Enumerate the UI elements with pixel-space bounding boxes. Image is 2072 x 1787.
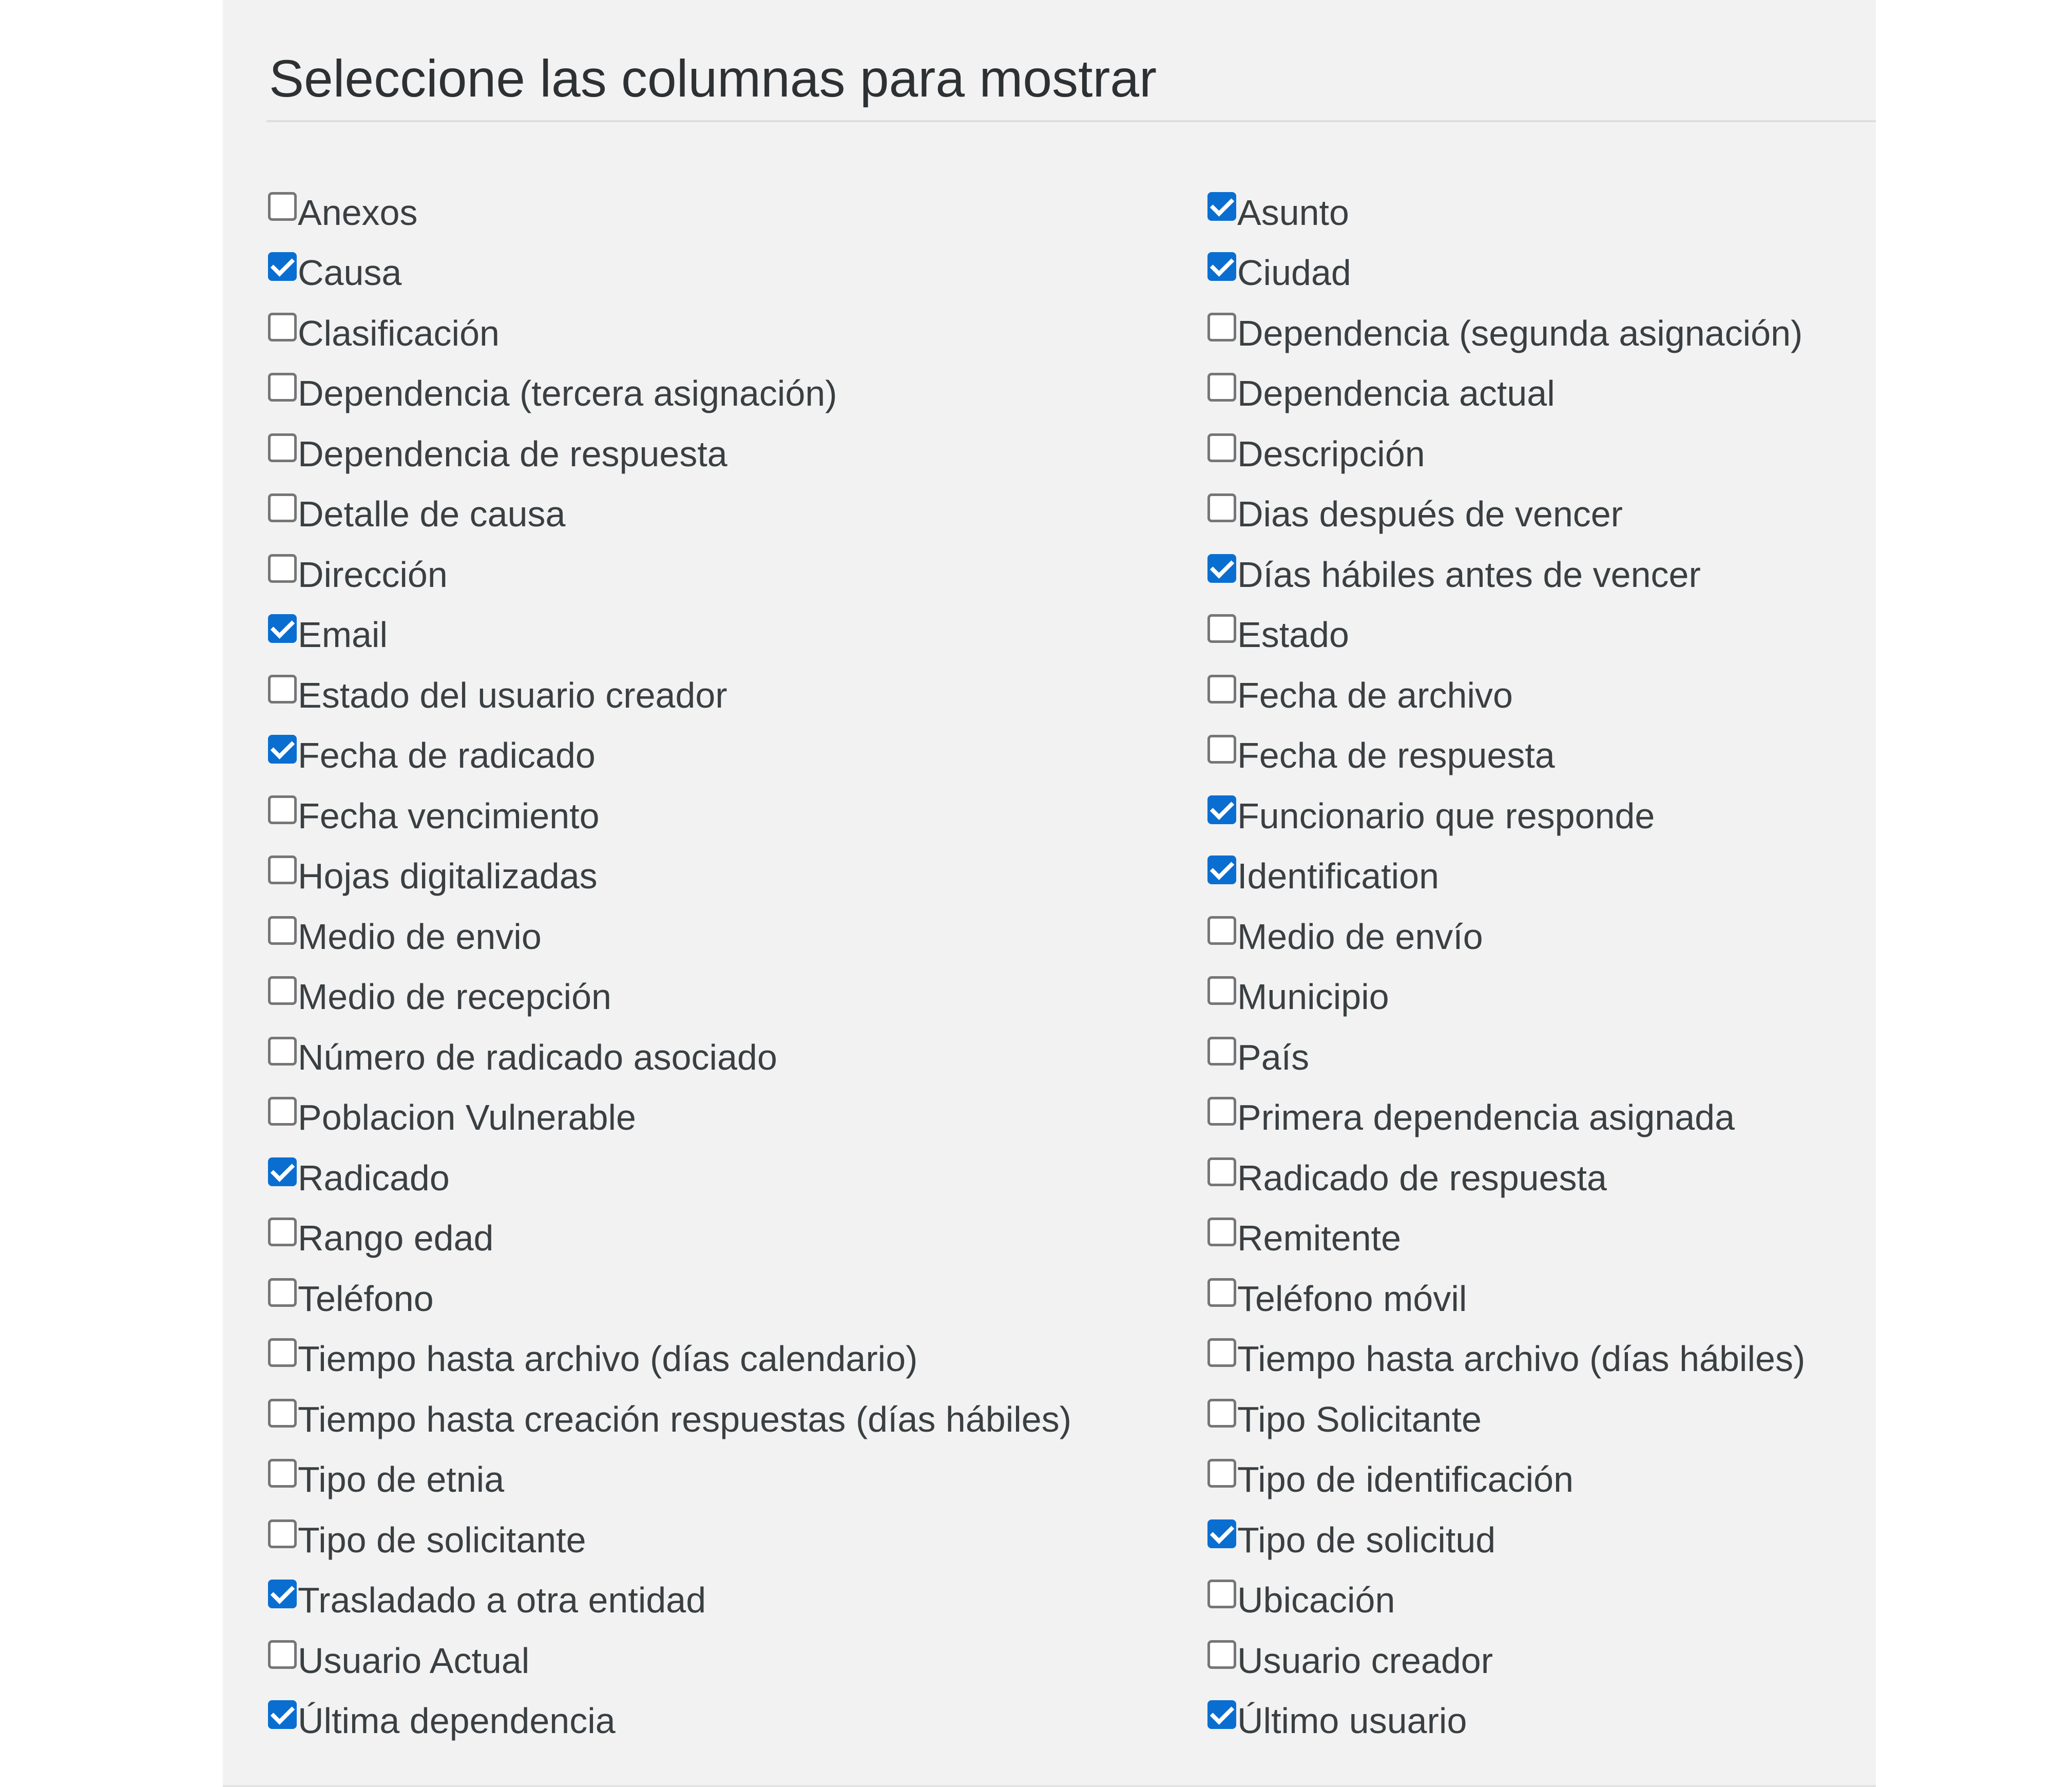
column-option-label: Dependencia actual <box>1237 373 1555 414</box>
column-option[interactable] <box>268 1389 1207 1450</box>
column-option[interactable] <box>1207 605 1859 666</box>
checkbox-unchecked[interactable] <box>268 313 297 341</box>
column-option-label: Poblacion Vulnerable <box>298 1097 636 1138</box>
checkbox-checked[interactable] <box>1207 795 1236 824</box>
column-options-grid <box>268 182 1859 1751</box>
column-option[interactable] <box>1207 786 1859 846</box>
column-option-label: Rango edad <box>298 1218 494 1259</box>
column-option-label: Ciudad <box>1237 253 1351 293</box>
column-option[interactable] <box>268 1208 1207 1269</box>
column-option-label: Trasladado a otra entidad <box>298 1580 706 1621</box>
column-option[interactable] <box>268 1088 1207 1148</box>
checkmark-icon <box>270 253 294 277</box>
checkbox-unchecked[interactable] <box>268 1640 297 1669</box>
checkbox-unchecked[interactable] <box>1207 373 1236 402</box>
checkbox-unchecked[interactable] <box>1207 976 1236 1005</box>
column-option-label: Estado del usuario creador <box>298 675 727 715</box>
checkmark-icon <box>1210 856 1234 880</box>
checkbox-checked[interactable] <box>268 1157 297 1186</box>
checkbox-unchecked[interactable] <box>1207 1459 1236 1488</box>
column-option-label: Última dependencia <box>298 1701 616 1741</box>
title-divider <box>266 120 1876 122</box>
column-option[interactable] <box>268 1510 1207 1570</box>
column-option-label: Tiempo hasta creación respuestas (días hábiles) <box>298 1399 1072 1439</box>
checkbox-checked[interactable] <box>1207 554 1236 583</box>
column-option[interactable] <box>268 1027 1207 1088</box>
column-option-label: Funcionario que responde <box>1237 795 1655 836</box>
column-option[interactable] <box>268 967 1207 1028</box>
column-option[interactable] <box>268 1329 1207 1390</box>
checkbox-unchecked[interactable] <box>1207 1580 1236 1608</box>
column-option-label: Teléfono móvil <box>1237 1278 1467 1319</box>
checkbox-unchecked[interactable] <box>268 916 297 945</box>
checkmark-icon <box>1210 253 1234 277</box>
checkbox-unchecked[interactable] <box>268 1519 297 1548</box>
checkbox-unchecked[interactable] <box>1207 735 1236 764</box>
column-option[interactable] <box>268 1691 1207 1752</box>
checkbox-unchecked[interactable] <box>1207 916 1236 945</box>
column-option[interactable] <box>268 1630 1207 1691</box>
column-option[interactable] <box>1207 665 1859 726</box>
column-option[interactable] <box>268 424 1207 484</box>
column-option-label: Ubicación <box>1237 1580 1395 1621</box>
checkbox-unchecked[interactable] <box>268 554 297 583</box>
page-title: Seleccione las columnas para mostrar <box>269 49 1157 108</box>
checkbox-unchecked[interactable] <box>268 1037 297 1066</box>
checkbox-unchecked[interactable] <box>268 795 297 824</box>
column-option[interactable] <box>1207 726 1859 786</box>
column-option[interactable] <box>268 182 1207 243</box>
column-option[interactable] <box>1207 967 1859 1028</box>
column-option-label: Tiempo hasta archivo (días hábiles) <box>1237 1339 1806 1379</box>
column-option-label: Tipo de etnia <box>298 1459 505 1500</box>
checkbox-checked[interactable] <box>268 252 297 281</box>
column-option-label: Causa <box>298 253 402 293</box>
column-option-label: Fecha de archivo <box>1237 675 1513 715</box>
column-option-label: Descripción <box>1237 433 1425 474</box>
column-option[interactable] <box>1207 1450 1859 1510</box>
column-option-label: Teléfono <box>298 1278 434 1319</box>
checkbox-unchecked[interactable] <box>1207 1640 1236 1669</box>
checkmark-icon <box>1210 795 1234 820</box>
column-option[interactable] <box>1207 1389 1859 1450</box>
column-option-label: Estado <box>1237 615 1349 655</box>
checkmark-icon <box>270 615 294 639</box>
column-option-label: Usuario creador <box>1237 1640 1493 1681</box>
column-option-label: Último usuario <box>1237 1701 1467 1741</box>
checkbox-checked[interactable] <box>1207 252 1236 281</box>
checkbox-checked[interactable] <box>268 735 297 764</box>
column-option-label: Fecha de respuesta <box>1237 735 1555 776</box>
column-option[interactable] <box>1207 1268 1859 1329</box>
checkmark-icon <box>270 1580 294 1604</box>
checkbox-checked[interactable] <box>1207 856 1236 884</box>
column-option[interactable] <box>1207 1510 1859 1570</box>
column-option-label: Tipo de solicitud <box>1237 1519 1496 1560</box>
column-option-label: Tipo de identificación <box>1237 1459 1574 1500</box>
checkbox-checked[interactable] <box>268 1580 297 1608</box>
column-option[interactable] <box>1207 1691 1859 1752</box>
column-option[interactable] <box>1207 1088 1859 1148</box>
checkbox-unchecked[interactable] <box>268 1278 297 1307</box>
column-option-label: Medio de envío <box>1237 916 1483 957</box>
column-option-label: Asunto <box>1237 192 1349 233</box>
checkbox-checked[interactable] <box>1207 1700 1236 1729</box>
column-option[interactable] <box>268 1570 1207 1631</box>
column-option[interactable] <box>268 243 1207 303</box>
column-option-label: Email <box>298 615 388 655</box>
column-option-label: Primera dependencia asignada <box>1237 1097 1735 1138</box>
checkmark-icon <box>1210 1519 1234 1544</box>
column-option-label: Medio de envio <box>298 916 542 957</box>
column-option-label: Municipio <box>1237 977 1389 1017</box>
checkbox-unchecked[interactable] <box>268 1338 297 1367</box>
checkbox-unchecked[interactable] <box>268 1097 297 1126</box>
checkbox-checked[interactable] <box>268 614 297 643</box>
checkbox-unchecked[interactable] <box>268 1399 297 1428</box>
checkmark-icon <box>1210 1701 1234 1725</box>
column-option[interactable] <box>268 484 1207 545</box>
column-option-label: Clasificación <box>298 313 500 353</box>
column-option[interactable] <box>268 906 1207 967</box>
column-option[interactable] <box>1207 243 1859 303</box>
checkbox-unchecked[interactable] <box>1207 675 1236 704</box>
checkmark-icon <box>270 735 294 759</box>
column-option-label: Radicado <box>298 1157 450 1198</box>
checkbox-unchecked[interactable] <box>268 1459 297 1488</box>
column-option[interactable] <box>1207 1630 1859 1691</box>
checkmark-icon <box>1210 554 1234 578</box>
column-option-label: Dias después de vencer <box>1237 494 1623 535</box>
column-option[interactable] <box>268 1450 1207 1510</box>
checkbox-unchecked[interactable] <box>1207 1218 1236 1246</box>
checkbox-unchecked[interactable] <box>268 976 297 1005</box>
checkbox-unchecked[interactable] <box>1207 493 1236 522</box>
column-option-label: Dependencia (tercera asignación) <box>298 373 837 414</box>
column-option-label: Medio de recepción <box>298 977 611 1017</box>
column-option-label: Dependencia de respuesta <box>298 433 727 474</box>
column-option[interactable] <box>268 544 1207 605</box>
checkbox-unchecked[interactable] <box>1207 1097 1236 1126</box>
column-option[interactable] <box>1207 303 1859 364</box>
checkbox-unchecked[interactable] <box>268 192 297 221</box>
column-option-label: Radicado de respuesta <box>1237 1157 1607 1198</box>
column-option[interactable] <box>268 786 1207 846</box>
column-option-label: Remitente <box>1237 1218 1402 1259</box>
column-option-label: Número de radicado asociado <box>298 1037 777 1077</box>
checkbox-unchecked[interactable] <box>1207 1157 1236 1186</box>
checkbox-unchecked[interactable] <box>1207 1278 1236 1307</box>
column-option-label: Tipo Solicitante <box>1237 1399 1482 1439</box>
checkbox-unchecked[interactable] <box>268 433 297 462</box>
column-option-label: País <box>1237 1037 1310 1077</box>
column-option-label: Fecha vencimiento <box>298 795 600 836</box>
column-option[interactable] <box>1207 364 1859 424</box>
column-option[interactable] <box>1207 424 1859 484</box>
checkbox-unchecked[interactable] <box>1207 1399 1236 1428</box>
checkbox-unchecked[interactable] <box>1207 614 1236 643</box>
checkbox-unchecked[interactable] <box>1207 1037 1236 1066</box>
column-option[interactable] <box>268 364 1207 424</box>
checkmark-icon <box>1210 192 1234 216</box>
column-option[interactable] <box>268 726 1207 786</box>
checkbox-unchecked[interactable] <box>268 675 297 704</box>
checkbox-unchecked[interactable] <box>1207 433 1236 462</box>
column-option[interactable] <box>1207 906 1859 967</box>
column-option-label: Anexos <box>298 192 418 233</box>
column-option-label: Hojas digitalizadas <box>298 856 598 897</box>
column-option[interactable] <box>268 1148 1207 1208</box>
column-option[interactable] <box>1207 182 1859 243</box>
column-option[interactable] <box>268 665 1207 726</box>
column-option[interactable] <box>1207 1027 1859 1088</box>
checkbox-unchecked[interactable] <box>268 493 297 522</box>
checkbox-unchecked[interactable] <box>268 373 297 402</box>
column-option[interactable] <box>1207 1329 1859 1390</box>
column-option-label: Tiempo hasta archivo (días calendario) <box>298 1339 918 1379</box>
checkbox-unchecked[interactable] <box>268 856 297 884</box>
column-option-label: Días hábiles antes de vencer <box>1237 554 1701 595</box>
column-option-label: Tipo de solicitante <box>298 1519 586 1560</box>
column-option[interactable] <box>1207 1148 1859 1208</box>
column-option-label: Detalle de causa <box>298 494 566 535</box>
column-option-label: Usuario Actual <box>298 1640 530 1681</box>
checkbox-checked[interactable] <box>268 1700 297 1729</box>
column-option-label: Dirección <box>298 554 448 595</box>
column-option[interactable] <box>268 605 1207 666</box>
checkbox-unchecked[interactable] <box>1207 1338 1236 1367</box>
column-option-label: Dependencia (segunda asignación) <box>1237 313 1803 353</box>
checkbox-checked[interactable] <box>1207 1519 1236 1548</box>
column-selector-panel <box>223 0 1876 1787</box>
column-option[interactable] <box>1207 484 1859 545</box>
column-option[interactable] <box>1207 1570 1859 1631</box>
checkbox-unchecked[interactable] <box>268 1218 297 1246</box>
checkmark-icon <box>270 1701 294 1725</box>
column-option[interactable] <box>268 303 1207 364</box>
checkbox-unchecked[interactable] <box>1207 313 1236 341</box>
column-option[interactable] <box>1207 1208 1859 1269</box>
column-option[interactable] <box>268 1268 1207 1329</box>
checkbox-checked[interactable] <box>1207 192 1236 221</box>
column-option[interactable] <box>1207 544 1859 605</box>
column-option[interactable] <box>1207 846 1859 907</box>
checkmark-icon <box>270 1157 294 1182</box>
column-option-label: Identification <box>1237 856 1440 897</box>
column-option[interactable] <box>268 846 1207 907</box>
column-option-label: Fecha de radicado <box>298 735 596 776</box>
